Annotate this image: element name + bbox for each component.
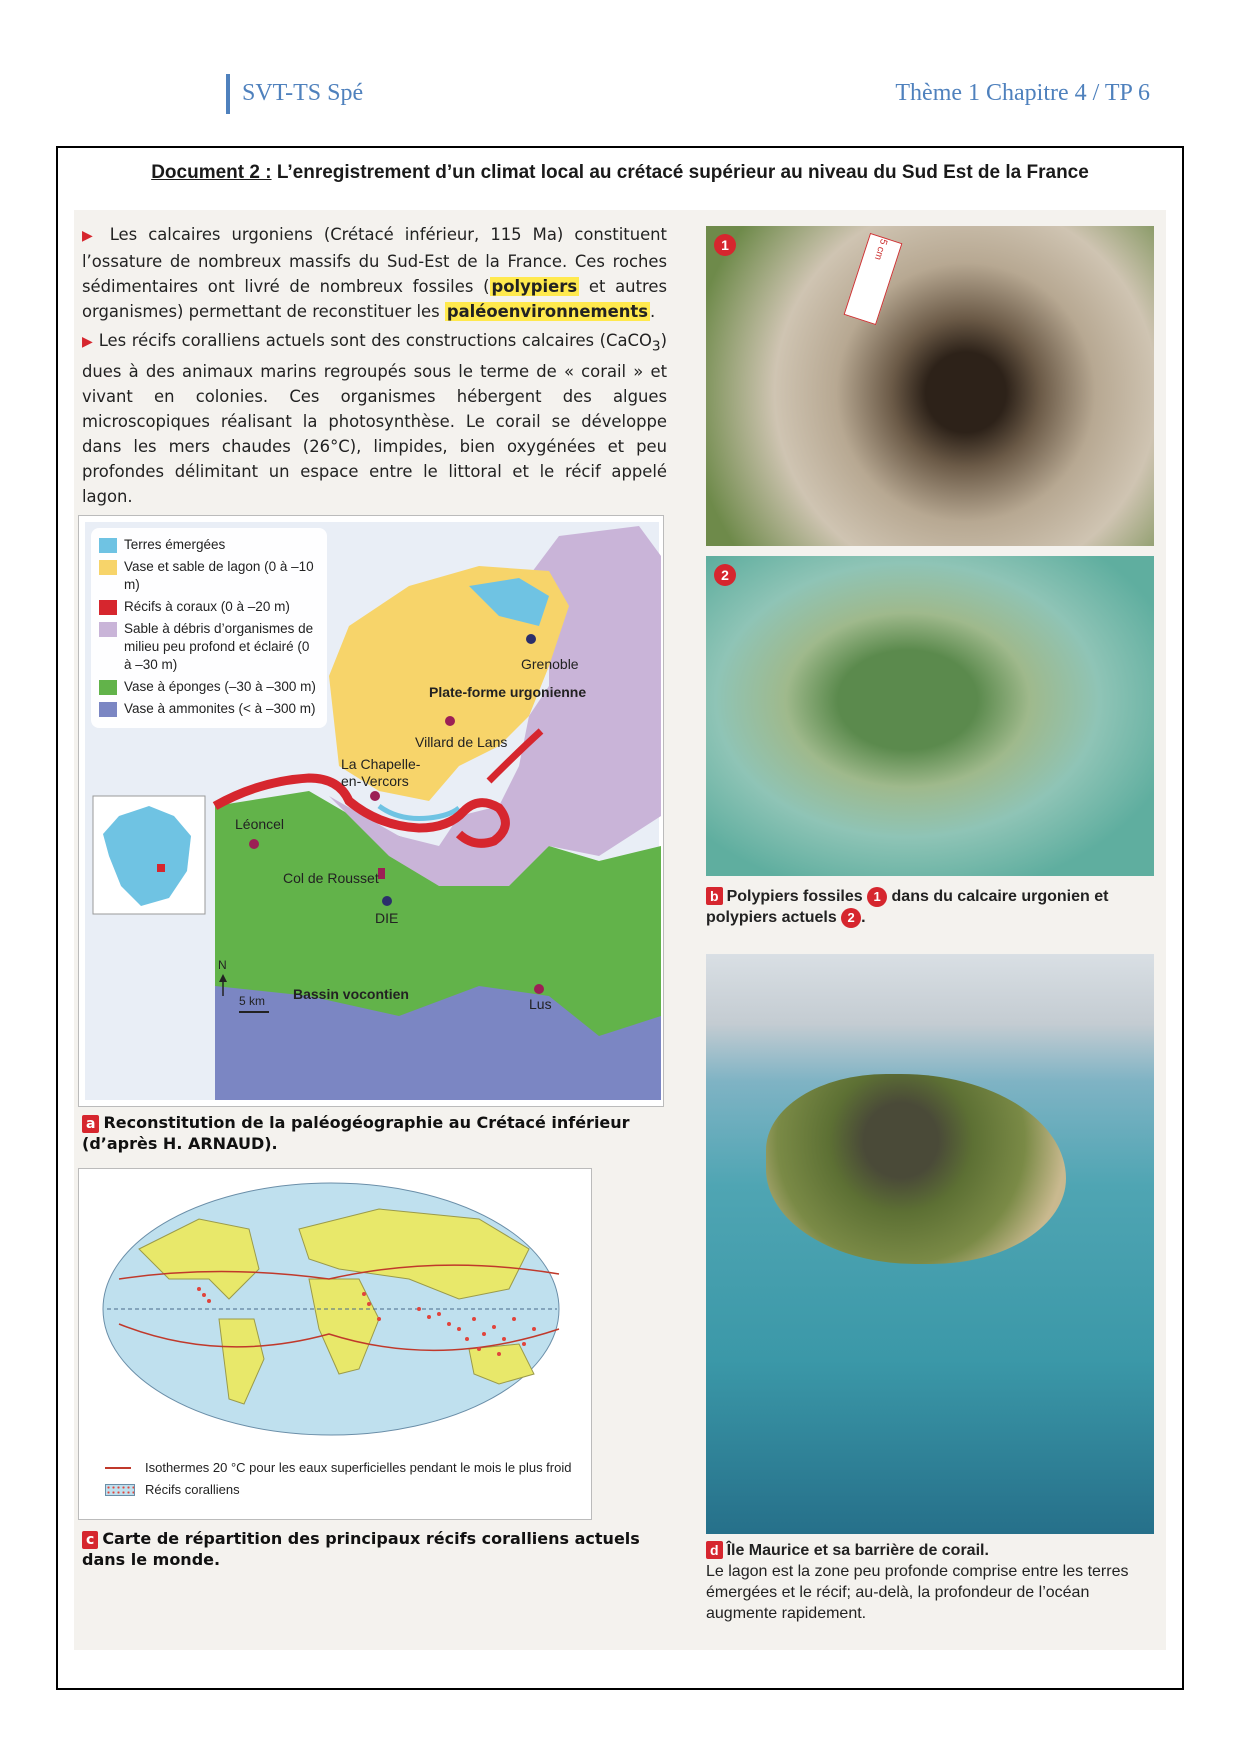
document-title-label: Document 2 :	[151, 162, 272, 183]
caption-badge-a: a	[82, 1115, 99, 1133]
label-villard: Villard de Lans	[415, 734, 508, 750]
island-shape	[766, 1074, 1066, 1264]
photo-number-2: 2	[714, 564, 736, 586]
label-chapelle: La Chapelle- en-Vercors	[341, 756, 421, 789]
label-col-rousset: Col de Rousset	[283, 870, 379, 886]
caption-d-title: Île Maurice et sa barrière de corail.	[726, 1542, 989, 1559]
legend-isotherm-row	[105, 1457, 571, 1479]
reef-swatch	[105, 1484, 135, 1496]
caption-b-part: .	[861, 909, 866, 926]
caption-badge-c: c	[82, 1531, 98, 1549]
caption-b-part: Polypiers fossiles	[726, 888, 868, 905]
photo-fossil-coral	[706, 226, 1154, 546]
caption-badge-b: b	[706, 887, 723, 905]
legend-label: Vase et sable de lagon (0 à –10 m)	[124, 559, 314, 592]
scale-ruler-label: 5 cm	[871, 237, 889, 262]
legend-item	[99, 700, 319, 718]
document-title-text: L’enregistrement d’un climat local au crétacé supérieur au niveau du Sud Est de la France	[271, 162, 1089, 183]
world-map-legend	[105, 1457, 571, 1501]
intro-paragraph-1	[82, 222, 667, 324]
paleogeography-map	[78, 515, 664, 1107]
caption-d-text: Le lagon est la zone peu profonde comprise entre les terres émergées et le récif; au-delà, la profondeur de l’océan augmente rapidement.	[706, 1563, 1129, 1622]
grenoble-dot	[526, 634, 536, 644]
legend-swatch	[99, 702, 117, 717]
intro-p2-part: Les récifs coralliens actuels sont des constructions calcaires (CaCO	[98, 331, 652, 350]
legend-label: Récifs à coraux (0 à –20 m)	[124, 599, 290, 614]
leoncel-dot	[249, 839, 259, 849]
document-title	[58, 162, 1182, 184]
label-leoncel: Léoncel	[235, 816, 285, 832]
legend-swatch	[99, 622, 117, 637]
caption-text-a: Reconstitution de la paléogéographie au Crétacé inférieur (d’après H. ARNAUD).	[82, 1113, 630, 1153]
legend-swatch	[99, 680, 117, 695]
inset-location-mark	[157, 864, 165, 872]
caption-map-a	[82, 1112, 642, 1154]
legend-item	[99, 598, 319, 616]
photo-number-1: 1	[714, 234, 736, 256]
caption-photos-b	[706, 886, 1156, 928]
label-bassin: Bassin vocontien	[293, 986, 409, 1002]
intro-text	[82, 222, 667, 513]
course-label: SVT-TS Spé	[242, 80, 364, 106]
intro-p1-part: .	[650, 302, 656, 321]
intro-p1-part: Les calcaires urgoniens (Crétacé inférieur, 115 Ma) constituent l’ossature de nombreux massifs du Sud-Est de la France. Ces roches sédimentaires ont livré de nombreux fossiles (	[82, 225, 667, 296]
caption-ref-1: 1	[867, 887, 887, 907]
lus-dot	[534, 984, 544, 994]
highlight-polypiers: polypiers	[491, 277, 578, 296]
photo-mauritius	[706, 954, 1154, 1534]
label-die: DIE	[375, 910, 399, 926]
legend-swatch	[99, 560, 117, 575]
legend-swatch	[99, 538, 117, 553]
scale-ruler	[844, 233, 903, 325]
scale-label: 5 km	[239, 994, 266, 1008]
intro-paragraph-2	[82, 328, 667, 509]
legend-label: Vase à ammonites (< à –300 m)	[124, 701, 316, 716]
caption-map-c	[82, 1528, 642, 1570]
legend-reef-row	[105, 1479, 571, 1501]
legend-item	[99, 620, 319, 674]
col-rousset-mark	[378, 868, 385, 879]
paleogeography-legend	[91, 528, 327, 728]
legend-label: Terres émergées	[124, 537, 226, 552]
world-map-drawing	[79, 1169, 593, 1449]
legend-isotherm-label: Isothermes 20 °C pour les eaux superficielles pendant le mois le plus froid	[145, 1460, 572, 1475]
intro-p2-subscript: 3	[651, 338, 661, 355]
die-dot	[382, 896, 392, 906]
bullet-triangle-icon: ▶	[82, 334, 94, 350]
textbook-scan	[74, 210, 1166, 1650]
chapelle-dot	[370, 791, 380, 801]
label-plateforme: Plate-forme urgonienne	[429, 684, 587, 700]
caption-badge-d: d	[706, 1541, 723, 1559]
legend-reef-label: Récifs coralliens	[145, 1482, 240, 1497]
isotherm-swatch	[105, 1467, 131, 1469]
bullet-triangle-icon: ▶	[82, 228, 99, 244]
north-label: N	[218, 958, 227, 972]
legend-item	[99, 678, 319, 696]
photo-living-corals	[706, 556, 1154, 876]
legend-item	[99, 536, 319, 554]
label-grenoble: Grenoble	[521, 656, 579, 672]
caption-ref-2: 2	[841, 908, 861, 928]
label-lus: Lus	[529, 996, 552, 1012]
legend-item	[99, 558, 319, 594]
legend-label: Sable à débris d’organismes de milieu peu profond et éclairé (0 à –30 m)	[124, 621, 314, 672]
header-accent-bar	[226, 74, 230, 114]
document-frame	[56, 146, 1184, 1690]
legend-label: Vase à éponges (–30 à –300 m)	[124, 679, 316, 694]
legend-swatch	[99, 600, 117, 615]
caption-d-title-row	[706, 1540, 1156, 1561]
intro-p1-part: et autres organismes) permettant de reconstituer les	[82, 277, 668, 321]
world-reef-map	[78, 1168, 592, 1520]
villard-dot	[445, 716, 455, 726]
highlight-paleoenvironnements: paléoenvironnements	[446, 302, 648, 321]
chapter-label: Thème 1 Chapitre 4 / TP 6	[895, 80, 1150, 106]
caption-b-part: dans du calcaire urgonien et polypiers actuels	[706, 888, 1109, 926]
caption-photo-d	[706, 1540, 1156, 1624]
caption-text-c: Carte de répartition des principaux récifs coralliens actuels dans le monde.	[82, 1529, 640, 1569]
intro-p2-part: ) dues à des animaux marins regroupés sous le terme de « corail » et vivant en colonies. Ces organismes hébergent des algues microscopiques réalisant la photosynthèse. Le corail se développe dans les mers chaudes (26°C), limpides, bien oxygénées et peu profondes délimitant un espace entre le littoral et le récif appelé lagon.	[82, 331, 667, 507]
